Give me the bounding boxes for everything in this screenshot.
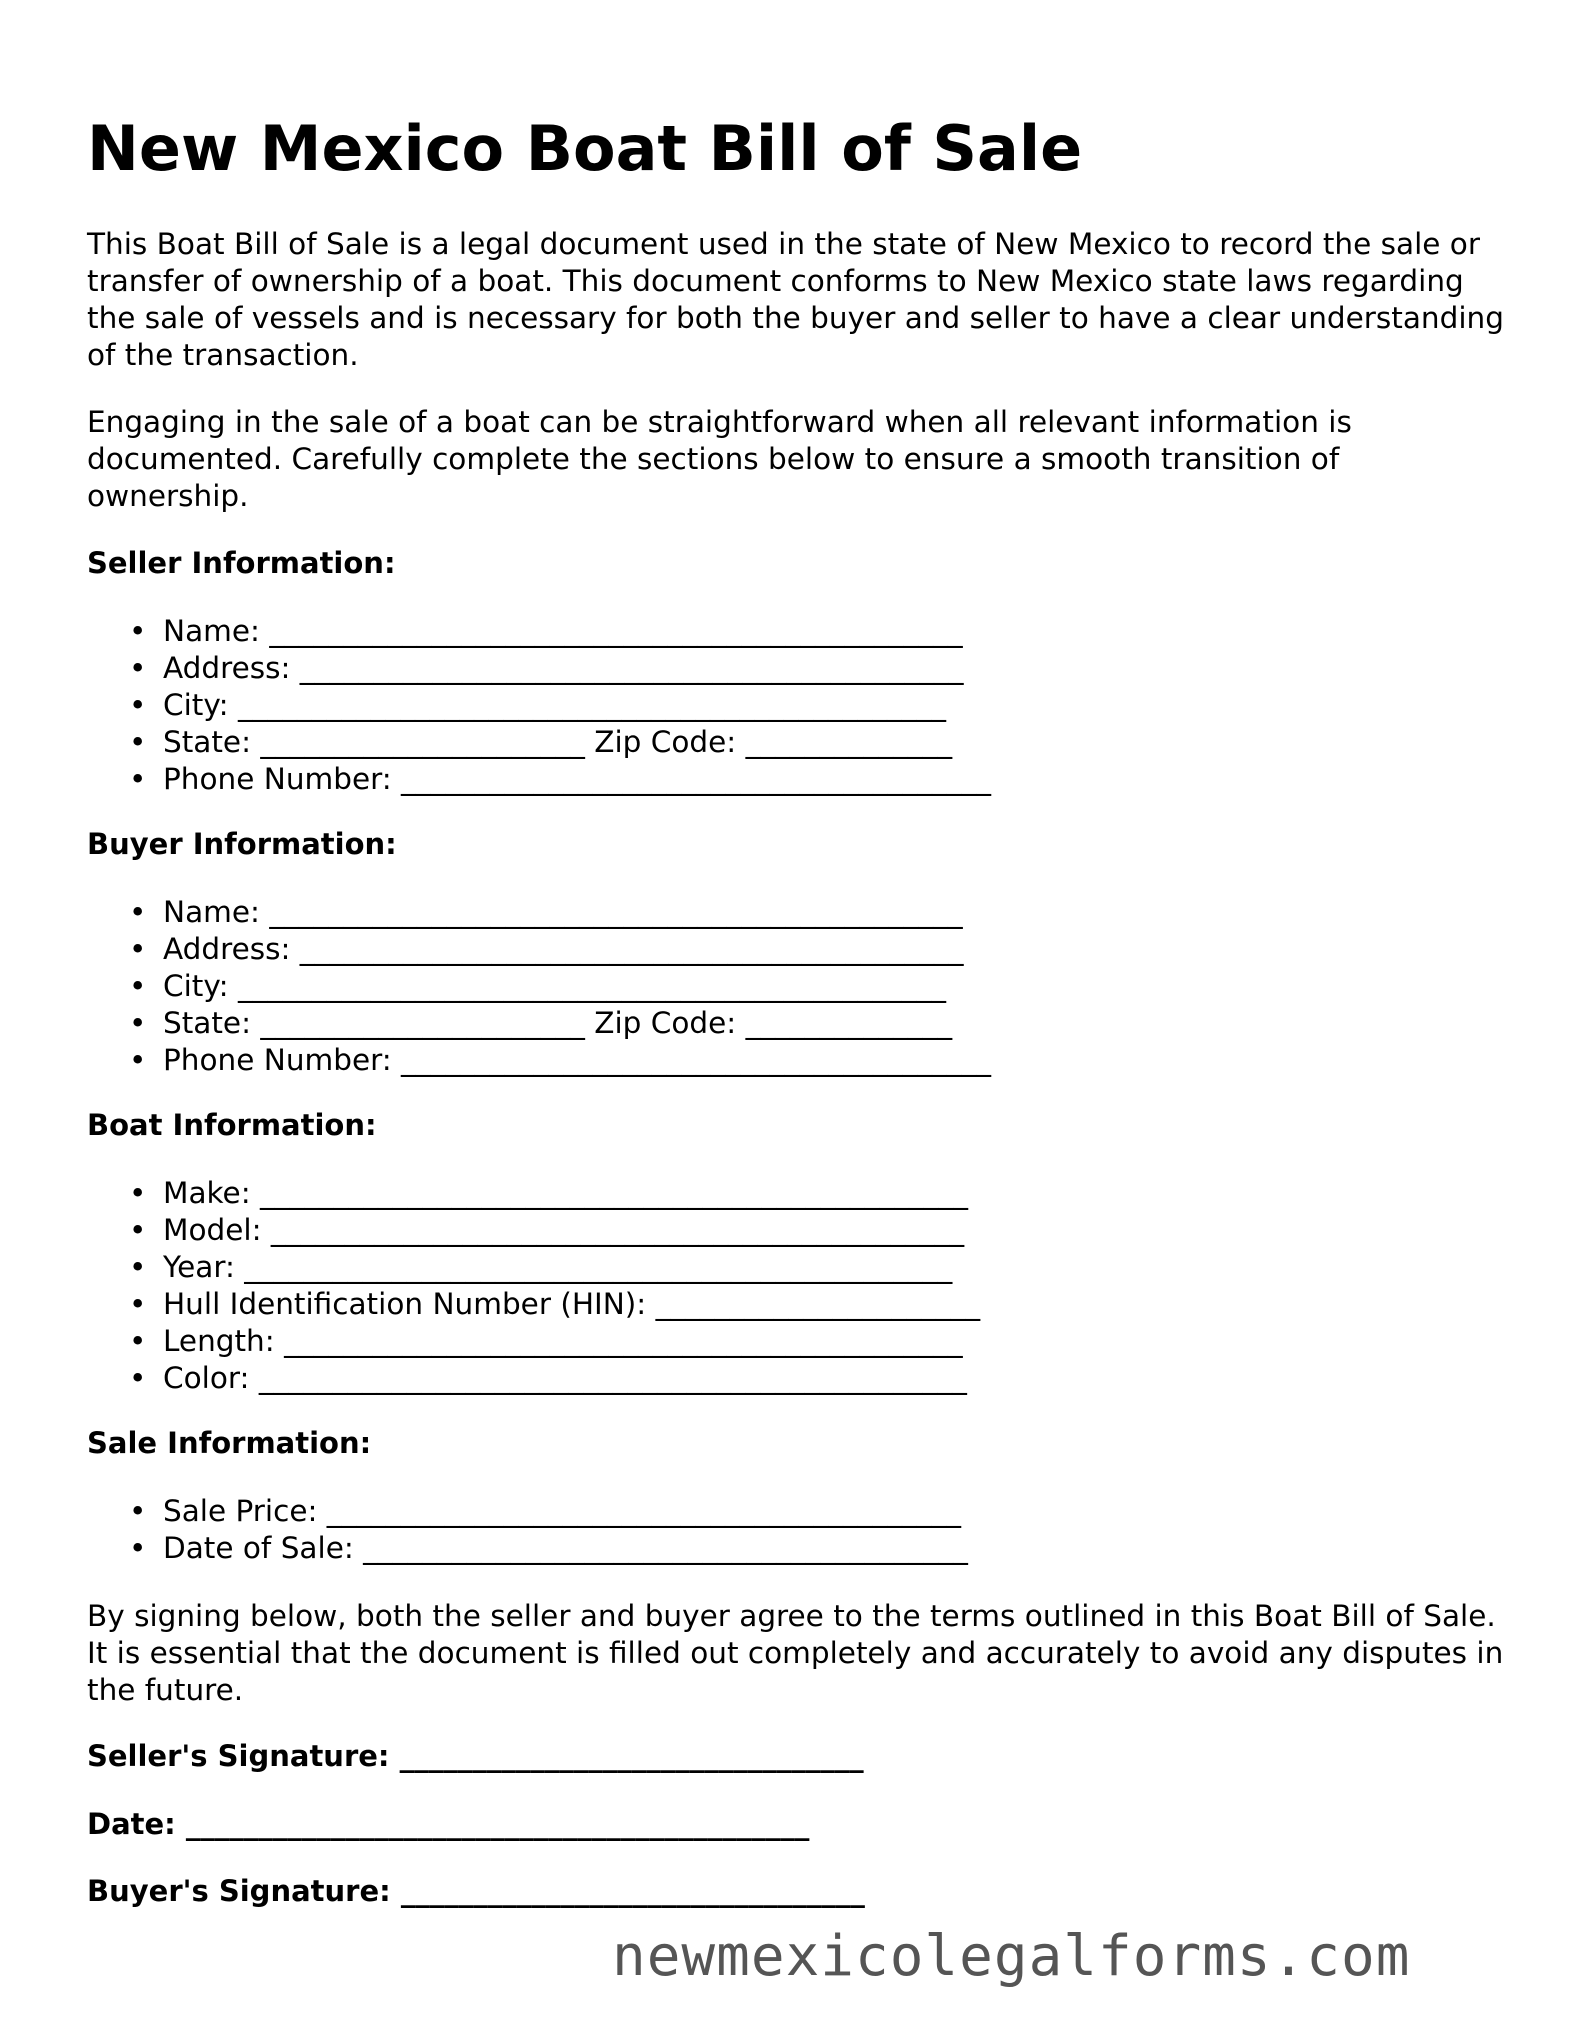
seller-address-field[interactable] — [87, 650, 991, 687]
buyer-state-zip-label: State: ______________________ Zip Code: ______________ — [163, 1006, 953, 1040]
bullet-icon: • — [129, 1494, 147, 1528]
buyer-state-zip-field[interactable] — [87, 1005, 991, 1042]
sale-information-list — [87, 1493, 968, 1567]
seller-phone-label: Phone Number: ________________________________________ — [163, 762, 992, 796]
boat-year-label: Year: ________________________________________________ — [163, 1250, 953, 1284]
intro-paragraph-2: Engaging in the sale of a boat can be straightforward when all relevant information is documented. Carefully complete the sections below to ensure a smooth transition of ownership. — [87, 405, 1352, 513]
bullet-icon: • — [129, 895, 147, 929]
seller-signature-line[interactable]: Seller's Signature: ________________________________ — [87, 1739, 864, 1773]
signature-date-line[interactable]: Date: ___________________________________________ — [87, 1807, 810, 1841]
sale-price-label: Sale Price: ___________________________________________ — [163, 1494, 962, 1528]
buyer-city-label: City: ________________________________________________ — [163, 969, 946, 1003]
boat-make-label: Make: ________________________________________________ — [163, 1176, 969, 1210]
boat-length-field[interactable] — [87, 1323, 980, 1360]
bullet-icon: • — [129, 1176, 147, 1210]
boat-information-heading: Boat Information: — [87, 1108, 377, 1142]
buyer-phone-field[interactable] — [87, 1042, 991, 1079]
bullet-icon: • — [129, 1287, 147, 1321]
seller-information-list — [87, 613, 991, 798]
bullet-icon: • — [129, 1531, 147, 1565]
boat-length-label: Length: ______________________________________________ — [163, 1324, 963, 1358]
sale-price-field[interactable] — [87, 1493, 968, 1530]
sale-information-heading: Sale Information: — [87, 1426, 372, 1460]
boat-hin-label: Hull Identification Number (HIN): ______________________ — [163, 1287, 981, 1321]
bullet-icon: • — [129, 1006, 147, 1040]
boat-hin-field[interactable] — [87, 1286, 980, 1323]
seller-city-label: City: ________________________________________________ — [163, 688, 946, 722]
seller-state-zip-label: State: ______________________ Zip Code: ______________ — [163, 725, 953, 759]
bullet-icon: • — [129, 762, 147, 796]
buyer-address-field[interactable] — [87, 931, 991, 968]
bullet-icon: • — [129, 1324, 147, 1358]
seller-phone-field[interactable] — [87, 761, 991, 798]
boat-model-field[interactable] — [87, 1212, 980, 1249]
agreement-paragraph: By signing below, both the seller and buyer agree to the terms outlined in this Boat Bill of Sale. It is essential that the document is filled out completely and accurately to avoid any disputes in the future. — [87, 1599, 1504, 1707]
bullet-icon: • — [129, 1361, 147, 1395]
bullet-icon: • — [129, 969, 147, 1003]
bullet-icon: • — [129, 614, 147, 648]
boat-color-field[interactable] — [87, 1360, 980, 1397]
buyer-name-label: Name: _______________________________________________ — [163, 895, 963, 929]
sale-date-label: Date of Sale: _________________________________________ — [163, 1531, 968, 1565]
website-watermark: newmexicolegalforms.com — [612, 1924, 1411, 1989]
intro-paragraph-1: This Boat Bill of Sale is a legal document used in the state of New Mexico to record the sale or transfer of ownership of a boat. This document conforms to New Mexico state laws regarding the sale of vessels and is necessary for both the buyer and seller to have a clear understanding of the transaction. — [87, 227, 1504, 372]
buyer-name-field[interactable] — [87, 894, 991, 931]
document-title: New Mexico Boat Bill of Sale — [87, 112, 1083, 185]
buyer-information-list — [87, 894, 991, 1079]
bullet-icon: • — [129, 725, 147, 759]
bullet-icon: • — [129, 1213, 147, 1247]
boat-information-list — [87, 1175, 980, 1397]
buyer-information-heading: Buyer Information: — [87, 827, 397, 861]
seller-information-heading: Seller Information: — [87, 546, 396, 580]
seller-address-label: Address: _____________________________________________ — [163, 651, 964, 685]
boat-color-label: Color: ________________________________________________ — [163, 1361, 967, 1395]
bullet-icon: • — [129, 651, 147, 685]
buyer-signature-line[interactable]: Buyer's Signature: ________________________________ — [87, 1874, 865, 1908]
buyer-city-field[interactable] — [87, 968, 991, 1005]
bullet-icon: • — [129, 932, 147, 966]
bullet-icon: • — [129, 1043, 147, 1077]
seller-city-field[interactable] — [87, 687, 991, 724]
bullet-icon: • — [129, 688, 147, 722]
buyer-phone-label: Phone Number: ________________________________________ — [163, 1043, 992, 1077]
boat-model-label: Model: _______________________________________________ — [163, 1213, 965, 1247]
boat-make-field[interactable] — [87, 1175, 980, 1212]
seller-state-zip-field[interactable] — [87, 724, 991, 761]
seller-name-field[interactable] — [87, 613, 991, 650]
seller-name-label: Name: _______________________________________________ — [163, 614, 963, 648]
bullet-icon: • — [129, 1250, 147, 1284]
buyer-address-label: Address: _____________________________________________ — [163, 932, 964, 966]
boat-year-field[interactable] — [87, 1249, 980, 1286]
sale-date-field[interactable] — [87, 1530, 968, 1567]
